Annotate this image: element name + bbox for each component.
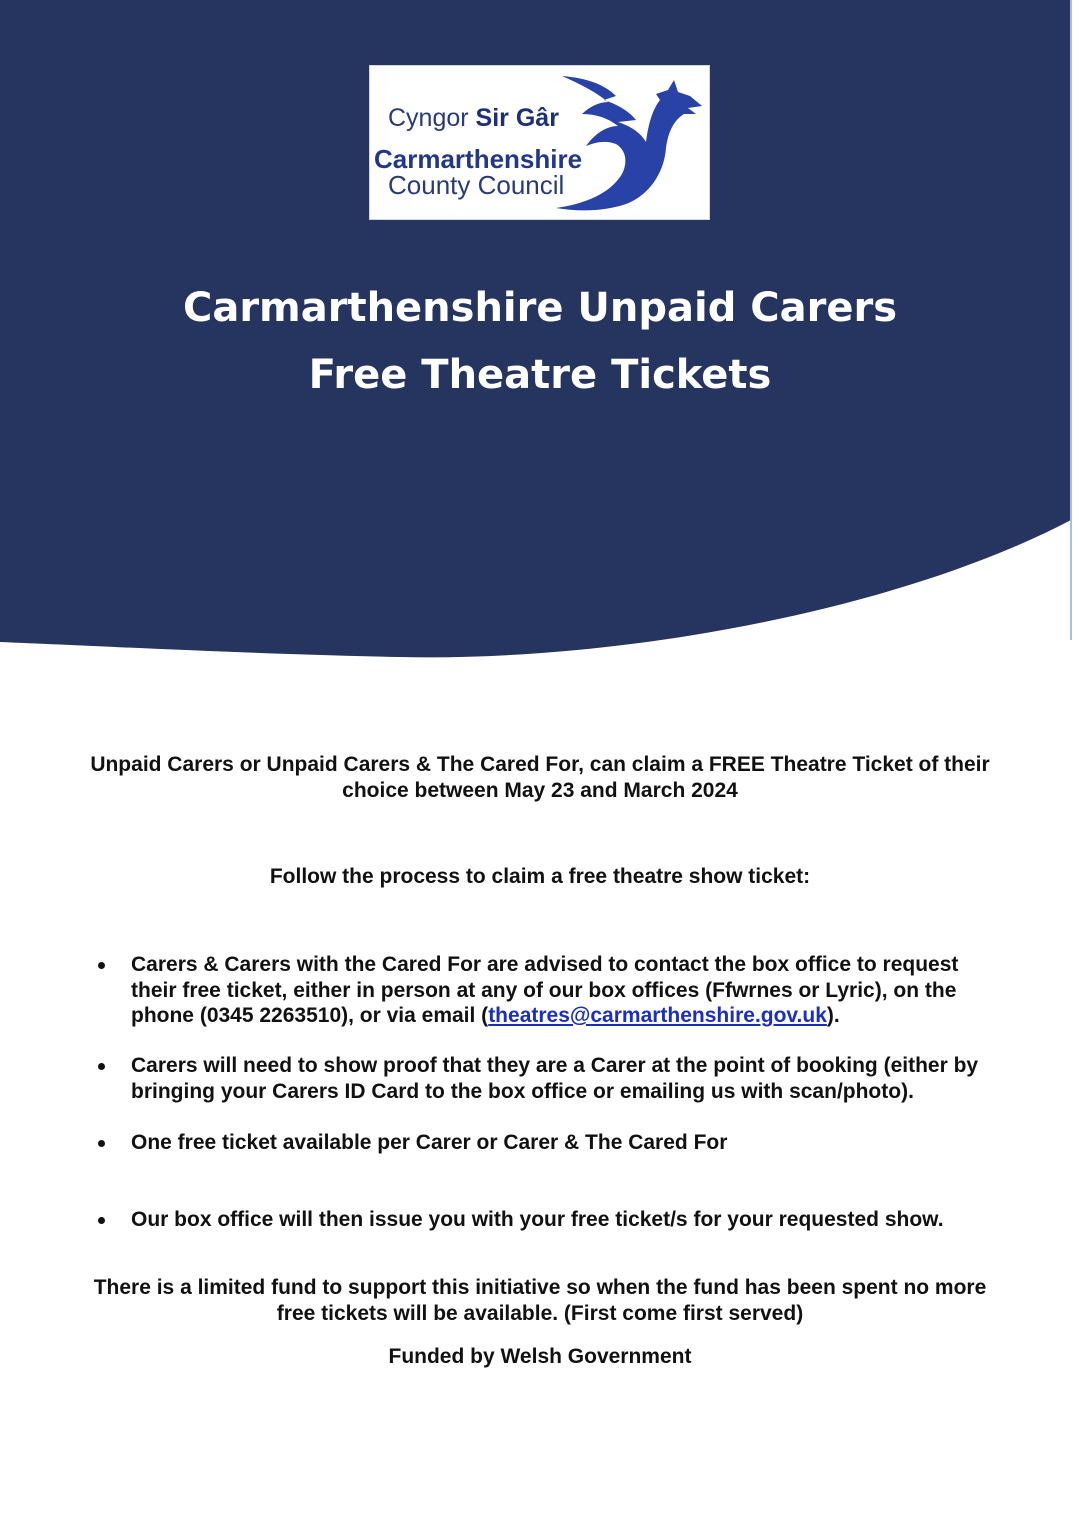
bullet-icon xyxy=(98,1140,105,1147)
limited-fund-note: There is a limited fund to support this initiative so when the fund has been spent no more free tickets will be available. (First come first served) xyxy=(93,1276,987,1325)
page-edge-line xyxy=(1070,0,1072,640)
council-logo xyxy=(369,65,710,220)
process-heading: Follow the process to claim a free theatre show ticket: xyxy=(269,865,811,888)
funded-by: Funded by Welsh Government xyxy=(388,1345,692,1368)
bullet-icon xyxy=(98,1217,105,1224)
logo-county-council: County Council xyxy=(388,170,565,200)
email-link[interactable]: theatres@carmarthenshire.gov.uk xyxy=(488,1004,827,1027)
intro-paragraph: Unpaid Carers or Unpaid Carers & The Cared For, can claim a FREE Theatre Ticket of their choice between May 23 and March 2024 xyxy=(90,753,990,802)
title-line-1: Carmarthenshire Unpaid Carers xyxy=(182,285,898,331)
bullet-icon xyxy=(98,1063,105,1070)
bullet-icon xyxy=(98,962,105,969)
title-line-2: Free Theatre Tickets xyxy=(308,352,772,398)
flyer-page: Cyngor Sir Gâr Carmarthenshire County Council Carmarthenshire Unpaid Carers Free Theatre Tickets Unpaid Carers or Unpaid Carers & The Cared For, can claim a FREE Theatre Ticket of their choice between May 23 and March 2024 Follow the process to claim a free theatre show ticket: Carers & Carers with the Cared For are advised to contact the box office to request their free ticket, either in person at any of our box offices (Ffwrnes or Lyric), on the phone (0345 2263510), or via email (theatres@carmarthenshire.gov.uk). Carers will need to show proof that they are a Carer at the point of booking (either by bringing your Carers ID Card to the box office or emailing us with scan/photo). One free ticket available per Carer or Carer & The Cared For Our box office will then issue you with your free ticket/s for your requested show. There is a limited fund to support this initiative so when the fund has been spent no more free tickets will be available. (First come first served) Funded by Welsh Government xyxy=(0,0,1071,1529)
dragon-icon xyxy=(556,70,706,215)
logo-welsh-name: Cyngor Sir Gâr xyxy=(388,104,559,132)
page-edge xyxy=(1071,0,1080,1529)
logo-carmarthenshire: Carmarthenshire xyxy=(374,144,583,174)
